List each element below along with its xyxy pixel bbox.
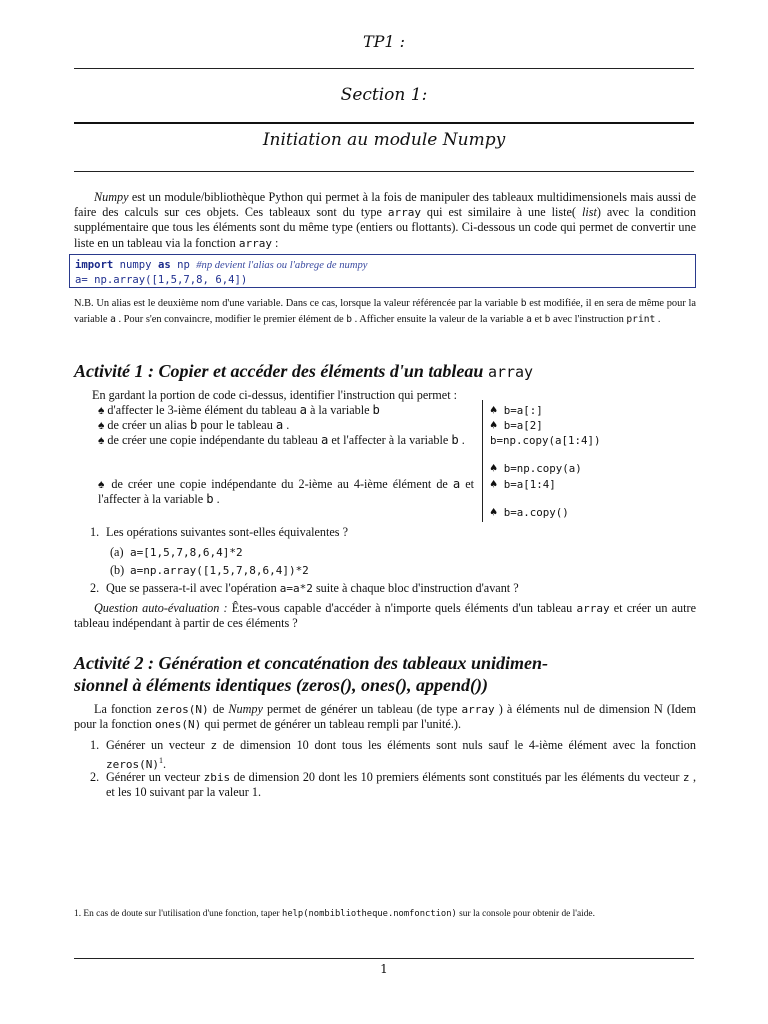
footnote-ref[interactable]: 1 [158, 756, 163, 766]
alias-note: N.B. Un alias est le deuxième nom d'une variable. Dans ce cas, lorsque la valeur référencée par la variable b est modifiée, il en sera de même pour la variable a . Pour s'en convaincre, modifier le premier élément de b . Afficher ensuite la valeur de la variable a et b avec l'instruction print . [74, 298, 696, 325]
choice-right-5: ♠ b=a[1:4] [490, 477, 556, 491]
choice-right-1: ♠ b=a[:] [490, 403, 543, 417]
choice-right-6: ♠ b=a.copy() [490, 505, 569, 519]
question-1-number: 1. [90, 525, 100, 539]
item-2-number: 2. [90, 770, 100, 784]
choice-right-3: b=np.copy(a[1:4]) [490, 434, 601, 447]
question-1b: a=np.array([1,5,7,8,6,4])*2 [130, 564, 309, 577]
numpy-word: Numpy [94, 190, 129, 204]
question-1a: a=[1,5,7,8,6,4]*2 [130, 546, 243, 559]
activity-2-heading-line-2: sionnel à éléments identiques (zeros(), ones(), append()) [74, 675, 488, 695]
question-2-number: 2. [90, 581, 100, 595]
question-1b-label: (b) [110, 563, 125, 577]
section-rule [74, 122, 694, 124]
question-1a-label: (a) [110, 545, 124, 559]
choice-right-4: ♠ b=np.copy(a) [490, 461, 582, 475]
item-1: Générer un vecteur z de dimension 10 dont tous les éléments sont nuls sauf le 4-ième élément avec la fonction $zeros(N)^1$. [106, 738, 696, 772]
spade-icon: ♠ [98, 433, 105, 447]
choice-left-2: ♠ de créer un alias b pour le tableau a . [98, 418, 290, 432]
spade-icon: ♠ [490, 477, 498, 491]
choice-left-3: ♠ de créer une copie indépendante du tableau a et l'affecter à la variable b . [98, 433, 465, 447]
item-1-number: 1. [90, 738, 100, 752]
table-divider [482, 400, 483, 522]
section-subtitle: Initiation au module Numpy [262, 130, 506, 150]
activity-1-heading: Activité 1 : Copier et accéder des éléments d'un tableau array [74, 361, 534, 381]
choice-right-2: ♠ b=a[2] [490, 418, 543, 432]
activity-2-paragraph: La fonction zeros(N) de Numpy permet de générer un tableau (de type array ) à éléments nul de dimension N (Idem pour la fonction ones(N) qui permet de générer un tableau rempli par l'unité.). [74, 702, 696, 732]
spade-icon: ♠ [490, 403, 498, 417]
tp-title: TP1 : [362, 32, 406, 51]
choice-left-4: ♠ de créer une copie indépendante du 2-ième au 4-ième élément de a et l'affecter à la variable b . [98, 477, 475, 507]
spade-icon: ♠ [490, 505, 498, 519]
footer-rule [74, 958, 694, 959]
footnote: 1. En cas de doute sur l'utilisation d'une fonction, taper help(nombibliotheque.nomfonction) sur la console pour obtenir de l'aide. [74, 909, 595, 919]
spade-icon: ♠ [98, 418, 105, 432]
spade-icon: ♠ [98, 477, 107, 491]
activity-1-intro: En gardant la portion de code ci-dessus, identifier l'instruction qui permet : [92, 388, 458, 402]
intro-paragraph: Numpy est un module/bibliothèque Python qui permet à la fois de manipuler des tableaux multidimensionels mais aussi de faire des calculs sur ces objets. Ces tableaux sont du type array qui est similaire à une liste( list) avec la condition supplémentaire que tous les éléments sont du même type (entiers ou flottants). Ci-dessous un code qui permet de convertir une liste en un tableau via la fonction array : [74, 190, 696, 250]
choice-left-1: ♠ d'affecter le 3-ième élément du tableau a à la variable b [98, 403, 380, 417]
question-1: Les opérations suivantes sont-elles équivalentes ? [106, 525, 348, 539]
page-number: 1 [380, 962, 388, 976]
spade-icon: ♠ [98, 403, 105, 417]
spade-icon: ♠ [490, 418, 498, 432]
section-title: Section 1: [340, 85, 428, 105]
question-2: Que se passera-t-il avec l'opération a=a*2 suite à chaque bloc d'instruction d'avant ? [106, 581, 519, 595]
spade-icon: ♠ [490, 461, 498, 475]
self-evaluation: Question auto-évaluation : Êtes-vous capable d'accéder à n'importe quels éléments d'un tableau array et créer un autre tableau indépendant à partir de ces éléments ? [74, 601, 696, 631]
code-block [69, 254, 696, 288]
header-rule [74, 68, 694, 69]
code-line-1: import numpy as np #np devient l'alias ou l'abrege de numpy [75, 259, 368, 271]
activity-2-heading-line-1: Activité 2 : Génération et concaténation des tableaux unidimen- [74, 653, 548, 673]
code-line-2: a= np.array([1,5,7,8, 6,4]) [75, 274, 248, 286]
item-2: Générer un vecteur zbis de dimension 20 dont les 10 premiers éléments sont constitués par les éléments du vecteur z , et les 10 suivant par la valeur 1. [106, 770, 697, 800]
subtitle-rule [74, 171, 694, 172]
